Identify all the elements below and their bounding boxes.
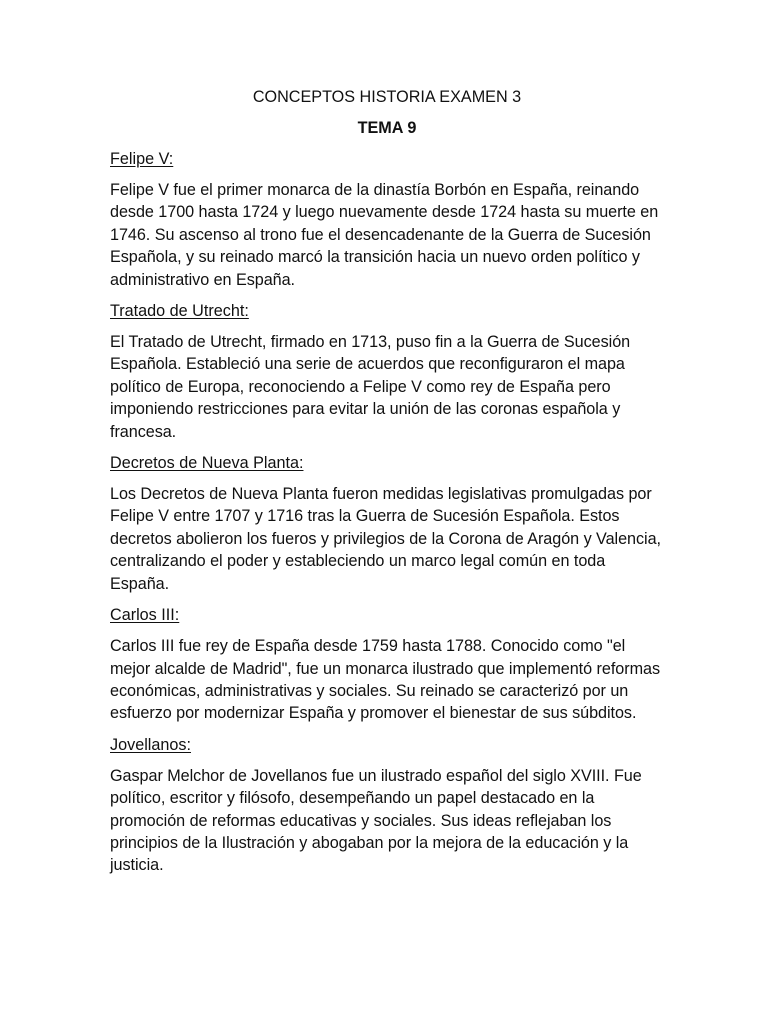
section-heading: Jovellanos:: [110, 735, 191, 754]
document-subtitle: TEMA 9: [357, 119, 417, 137]
section-body: El Tratado de Utrecht, firmado en 1713, puso fin a la Guerra de Sucesión Española. Estableció una serie de acuerdos que reconfiguraron el mapa político de Europa, reconociendo a Felipe V como rey de España pero imponiendo restricciones para evitar la unión de las coronas española y francesa.: [110, 333, 631, 441]
document-title: CONCEPTOS HISTORIA EXAMEN 3: [252, 88, 522, 106]
section-heading: Carlos III:: [110, 606, 180, 625]
section-body: Gaspar Melchor de Jovellanos fue un ilustrado español del siglo XVIII. Fue político, escritor y filósofo, desempeñando un papel destacado en la promoción de reformas educativas y sociales. Sus ideas reflejaban los principios de la Ilustración y abogaban por la mejora de la educación y la justicia.: [110, 766, 642, 875]
section-body: Carlos III fue rey de España desde 1759 hasta 1788. Conocido como "el mejor alcalde de Madrid", fue un monarca ilustrado que implementó reformas económicas, administrativas y sociales. Su reinado se caracterizó por un esfuerzo por modernizar España y promover el bienestar de sus súbditos.: [110, 637, 660, 723]
section-jovellanos: [110, 734, 664, 877]
section-heading: Tratado de Utrecht:: [110, 302, 249, 321]
section-felipe-v: [110, 148, 664, 291]
section-tratado-de-utrecht: [110, 300, 664, 443]
section-heading: Felipe V:: [110, 150, 174, 168]
section-decretos-de-nueva-planta: [110, 452, 664, 595]
section-body: Felipe V fue el primer monarca de la dinastía Borbón en España, reinando desde 1700 hasta 1724 y luego nuevamente desde 1724 hasta su muerte en 1746. Su ascenso al trono fue el desencadenante de la Guerra de Sucesión Española, y su reinado marcó la transición hacia un nuevo orden político y administrativo en España.: [110, 181, 659, 289]
section-body: Los Decretos de Nueva Planta fueron medidas legislativas promulgadas por Felipe V entre 1707 y 1716 tras la Guerra de Sucesión Española. Estos decretos abolieron los fueros y privilegios de la Corona de Aragón y Valencia, centralizando el poder y estableciendo un marco legal común en toda España.: [110, 485, 661, 593]
section-carlos-iii: [110, 604, 664, 725]
section-heading: Decretos de Nueva Planta:: [110, 454, 304, 473]
